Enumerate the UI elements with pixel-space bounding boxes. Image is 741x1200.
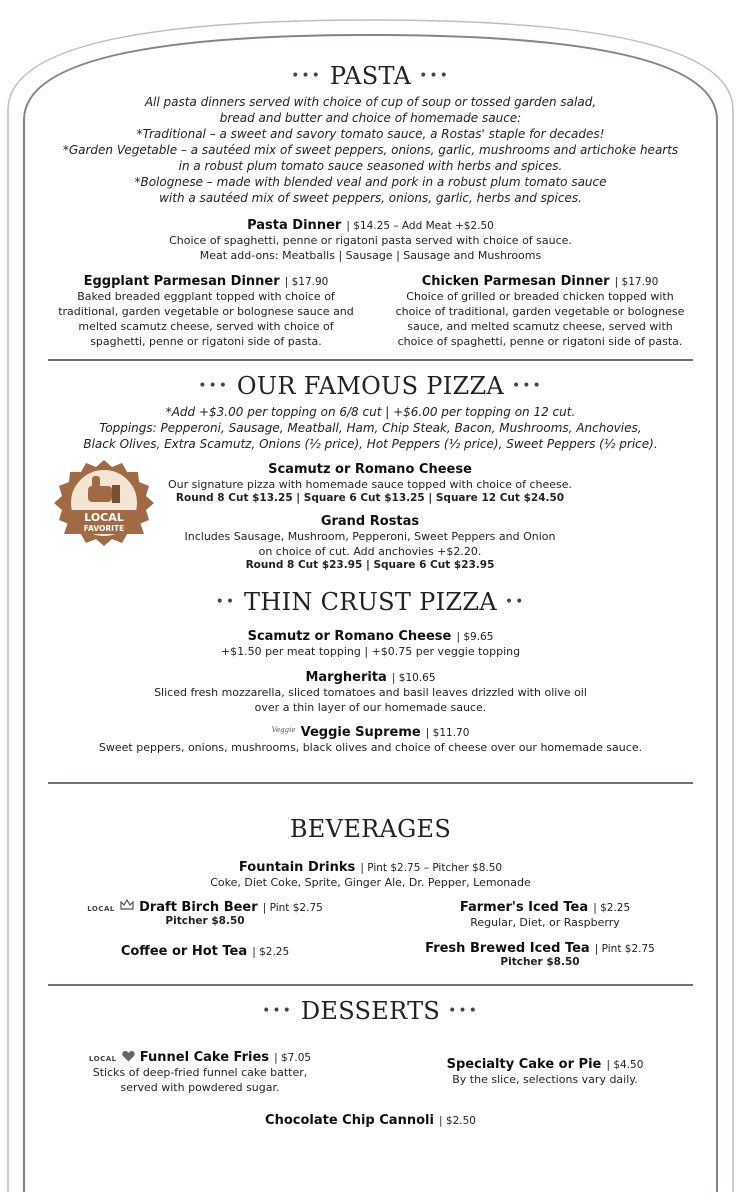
heart-icon — [122, 1050, 135, 1062]
pizza-header: ••• OUR FAMOUS PIZZA ••• — [198, 372, 543, 400]
thin-veggie-supreme: $^{Veggie}$ Veggie Supreme | $11.70 Sweet peppers, onions, mushrooms, black olives and choice of cheese over our homemade sauce. — [98, 725, 643, 754]
badge-line2: FAVORITE — [83, 524, 125, 533]
pasta-header: ••• PASTA ••• — [291, 62, 450, 90]
pasta-intro-line: bread and butter and choice of homemade sauce: — [219, 111, 522, 125]
draft-birch-beer: LOCAL Draft Birch Beer | Pint $2.75 Pitcher $8.50 — [87, 900, 323, 927]
chicken-parmesan: Chicken Parmesan Dinner | $17.90 Choice of grilled or breaded chicken topped with choice of traditional, garden vegetable or bolognese sauce, and melted scamutz cheese, served with choice of spaghetti, penne or rigatoni side of pasta. — [395, 274, 685, 348]
farmers-iced-tea: Farmer's Iced Tea | $2.25 Regular, Diet, or Raspberry — [459, 900, 631, 929]
section-divider — [48, 359, 693, 361]
eggplant-parmesan: Eggplant Parmesan Dinner | $17.90 Baked breaded eggplant topped with choice of traditional, garden vegetable or bolognese sauce and melted scamutz cheese, served with choice of spaghetti, penne or rigatoni side of pasta. — [58, 274, 354, 348]
pasta-intro-line: *Garden Vegetable – a sautéed mix of sweet peppers, onions, garlic, mushrooms and artichoke hearts — [62, 143, 679, 157]
chicken-name: Chicken Parmesan Dinner — [421, 274, 610, 289]
funnel-cake-fries: LOCAL Funnel Cake Fries | $7.05 Sticks of deep-fried funnel cake batter, served with powdered sugar. — [88, 1050, 312, 1094]
desserts-header: ••• DESSERTS ••• — [262, 997, 479, 1025]
beverages-header: BEVERAGES — [289, 815, 452, 843]
local-mark: LOCAL — [88, 1055, 117, 1063]
pasta-intro-line: with a sautéed mix of sweet peppers, onions, garlic, herbs and spices. — [159, 191, 582, 205]
eggplant-name: Eggplant Parmesan Dinner — [83, 274, 280, 289]
pasta-intro-line: in a robust plum tomato sauce seasoned with herbs and spices. — [178, 159, 563, 173]
chocolate-chip-cannoli: Chocolate Chip Cannoli | $2.50 — [265, 1113, 476, 1128]
pasta-intro — [0, 94, 741, 206]
local-mark: LOCAL — [87, 905, 115, 913]
scamutz-pizza: Scamutz or Romano Cheese Our signature pizza with homemade sauce topped with choice of cheese. Round 8 Cut $13.25 | Square 6 Cut $13.25 | Square 12 Cut $24.50 — [167, 462, 573, 504]
thin-crust-header: •• THIN CRUST PIZZA •• — [215, 588, 526, 616]
section-divider — [48, 782, 693, 784]
pasta-dinner-price: | $14.25 – Add Meat +$2.50 — [346, 220, 494, 232]
crown-icon — [120, 899, 134, 910]
thin-scamutz: Scamutz or Romano Cheese | $9.65 +$1.50 per meat topping | +$0.75 per veggie topping — [220, 629, 521, 658]
specialty-cake-pie: Specialty Cake or Pie | $4.50 By the slice, selections vary daily. — [446, 1057, 644, 1086]
fresh-brewed-iced-tea: Fresh Brewed Iced Tea | Pint $2.75 Pitcher $8.50 — [425, 941, 655, 968]
section-divider — [48, 984, 693, 986]
coffee-hot-tea: Coffee or Hot Tea | $2.25 — [120, 944, 290, 959]
pasta-intro-line: *Traditional – a sweet and savory tomato sauce, a Rostas' staple for decades! — [136, 127, 605, 141]
pasta-dinner: Pasta Dinner | $14.25 – Add Meat +$2.50 Choice of spaghetti, penne or rigatoni pasta served with choice of sauce. Meat add-ons: Meatballs | Sausage | Sausage and Mushrooms — [169, 218, 572, 262]
local-favorite-badge-icon — [50, 458, 158, 550]
pasta-dinner-name: Pasta Dinner — [247, 218, 342, 233]
pizza-intro: *Add +$3.00 per topping on 6/8 cut | +$6.00 per topping on 12 cut. Toppings: Pepperoni, Sausage, Meatball, Ham, Chip Steak, Bacon, Mushrooms, Anchovies, Black Olives, Extra Scamutz, Onions (½ price), Hot Peppers (½ price), Sweet Peppers (½ price). — [83, 405, 658, 451]
veggie-mark-icon: Veggie — [271, 726, 296, 734]
grand-rostas: Grand Rostas Includes Sausage, Mushroom, Pepperoni, Sweet Peppers and Onion on choice of cut. Add anchovies +$2.20. Round 8 Cut $23.95 | Square 6 Cut $23.95 — [184, 514, 556, 571]
badge-line1: LOCAL — [84, 511, 124, 524]
thin-margherita: Margherita | $10.65 Sliced fresh mozzarella, sliced tomatoes and basil leaves drizzled with olive oil over a thin layer of our homemade sauce. — [154, 670, 587, 714]
pasta-intro-line: *Bolognese – made with blended veal and pork in a robust plum tomato sauce — [134, 175, 607, 189]
fountain-drinks: Fountain Drinks | Pint $2.75 – Pitcher $8.50 Coke, Diet Coke, Sprite, Ginger Ale, Dr. Pepper, Lemonade — [210, 860, 531, 889]
pasta-intro-line: All pasta dinners served with choice of cup of soup or tossed garden salad, — [144, 95, 597, 109]
